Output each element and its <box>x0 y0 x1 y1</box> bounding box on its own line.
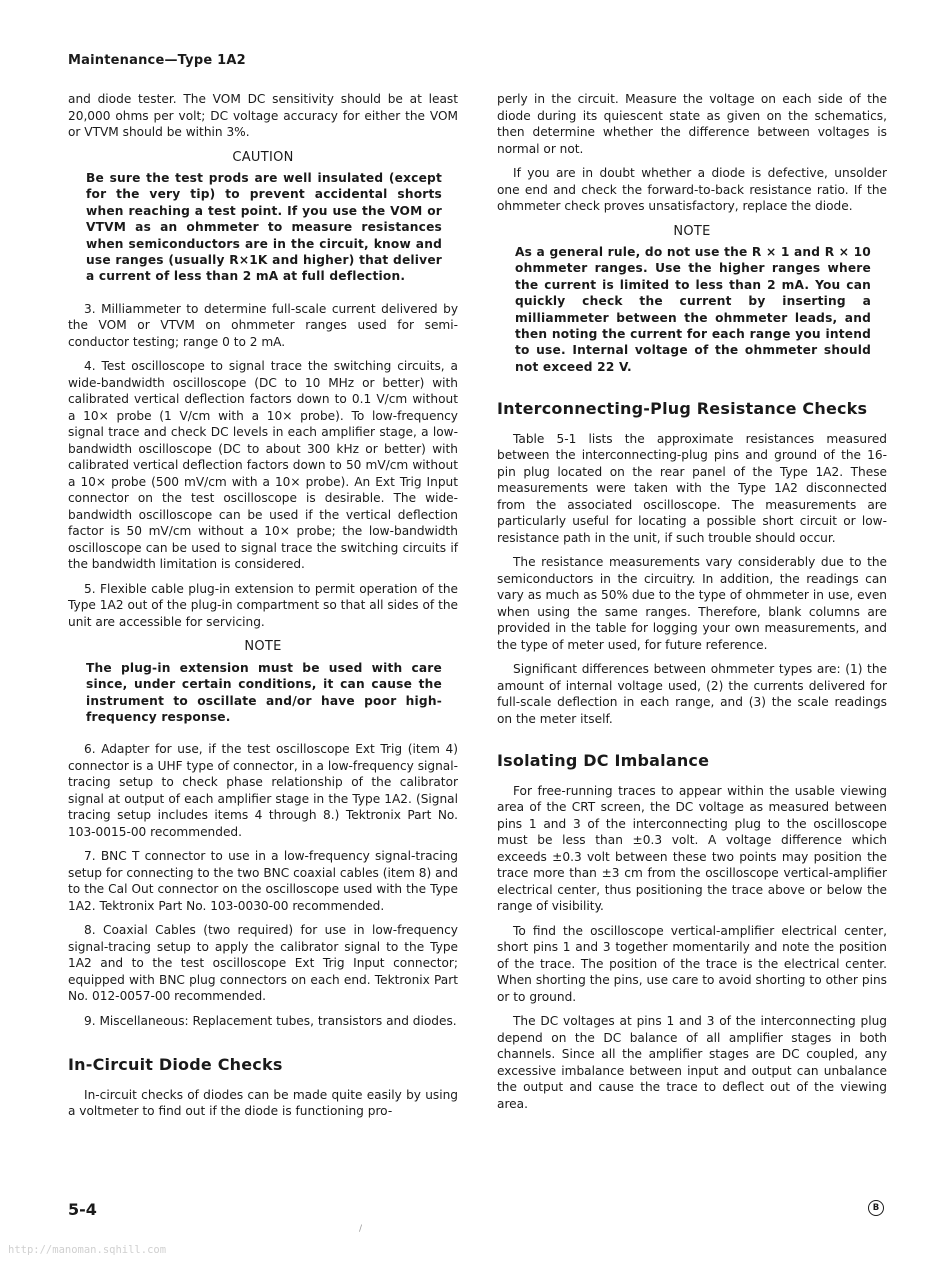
section-heading-dc-imbalance: Isolating DC Imbalance <box>497 751 710 771</box>
paragraph: The DC voltages at pins 1 and 3 of the interconnecting plug depend on the DC balance of all amplifier stages in both channels. Since all the amplifier stages are DC coupled, any excessive imbalance between input and output can unbalance the output and cause the trace to deflect out of the viewing area. <box>497 1014 887 1111</box>
caution-text: Be sure the test prods are well insulated (except for the very tip) to prevent accidental shorts when reaching a test point. If you use the VOM or VTVM as an ohmmeter to measure resistances when semiconductors are in the circuit, know and use ranges (usually R×1K and higher) that deliver a current of less than 2 mA at full deflection. <box>86 171 442 284</box>
list-item-4: 4. Test oscilloscope to signal trace the switching circuits, a wide-bandwidth oscilloscope (DC to 10 MHz or better) with calibrated vertical deflection factors down to 0.1 V/cm without a 10× probe (1 V/cm with a 10× probe). To low-frequency signal trace and check DC levels in each amplifier stage, a low-bandwidth oscilloscope (DC to about 300 kHz or better) with calibrated vertical deflection factors down to 50 mV/cm without a 10× probe (500 mV/cm with a 10× probe). An Ext Trig Input connector on the test oscilloscope is desirable. The wide-bandwidth oscilloscope can be used if the vertical deflection factor is 50 mV/cm without a 10× probe; the low-bandwidth oscilloscope can be used to signal trace the switching circuits if the bandwidth limitation is considered. <box>68 359 458 572</box>
note-text: The plug-in extension must be used with care since, under certain conditions, it can cause the instrument to oscillate and/or have poor high-frequency response. <box>86 660 442 725</box>
stray-mark: / <box>359 1224 363 1234</box>
paragraph: To find the oscilloscope vertical-amplifier electrical center, short pins 1 and 3 together momentarily and note the position of the trace. The position of the trace is the electrical center. When shorting the pins, use care to avoid shorting to other pins or to ground. <box>497 923 887 1004</box>
paragraph: If you are in doubt whether a diode is defective, unsolder one end and check the forward-to-back resistance ratio. If the ohmmeter check proves unsatisfactory, replace the diode. <box>497 166 887 213</box>
list-item-5: 5. Flexible cable plug-in extension to permit operation of the Type 1A2 out of the plug-in compartment so that all sides of the unit are accessible for servicing. <box>68 581 458 629</box>
revision-mark-icon: B <box>868 1200 884 1216</box>
note-title: NOTE <box>244 639 282 655</box>
right-column <box>497 91 887 1120</box>
left-column <box>68 91 458 1128</box>
list-item-3: 3. Milliammeter to determine full-scale current delivered by the VOM or VTVM on ohmmeter ranges used for semi-conductor testing; range 0 to 2 mA. <box>68 301 458 349</box>
note-text: As a general rule, do not use the R × 1 and R × 10 ohmmeter ranges. Use the higher ranges where the current is limited to less than 2 mA. You can quickly check the current by inserting a milliammeter between the ohmmeter leads, and then noting the current for each range you intend to use. Internal voltage of the ohmmeter should not exceed 22 V. <box>515 245 871 374</box>
paragraph: Table 5-1 lists the approximate resistances measured between the interconnecting-plug pins and ground of the 16-pin plug located on the rear panel of the Type 1A2. These measurements were taken with the Type 1A2 disconnected from the associated oscilloscope. The measurements are particularly useful for locating a possible short circuit or low-resistance path in the unit, if such trouble should occur. <box>497 431 887 545</box>
paragraph: In-circuit checks of diodes can be made quite easily by using a voltmeter to find out if the diode is functioning pro- <box>68 1087 458 1119</box>
paragraph: and diode tester. The VOM DC sensitivity should be at least 20,000 ohms per volt; DC voltage accuracy for either the VOM or VTVM should be within 3%. <box>68 92 458 139</box>
page-number: 5-4 <box>68 1200 97 1219</box>
note-title: NOTE <box>673 223 711 239</box>
paragraph: Significant differences between ohmmeter types are: (1) the amount of internal voltage used, (2) the currents delivered for full-scale deflection in each range, and (3) the scale readings on the meter itself. <box>497 662 887 726</box>
list-item-9: 9. Miscellaneous: Replacement tubes, transistors and diodes. <box>84 1013 457 1028</box>
paragraph: The resistance measurements vary considerably due to the semiconductors in the circuitry. In addition, the readings can vary as much as 50% due to the type of ohmmeter in use, even when using the same ranges. Therefore, blank columns are provided in the table for logging your own measurements, and the type of meter used, for future reference. <box>497 555 887 652</box>
paragraph: For free-running traces to appear within the usable viewing area of the CRT screen, the DC voltage as measured between pins 1 and 3 of the interconnecting plug to the oscilloscope must be less than ±0.3 volt. A voltage difference which exceeds ±0.3 volt between these two points may position the trace more than ±3 cm from the oscilloscope vertical-amplifier electrical center, thus positioning the trace above or below the range of visibility. <box>497 783 887 914</box>
caution-title: CAUTION <box>232 149 294 165</box>
page-header: Maintenance—Type 1A2 <box>68 53 246 68</box>
section-heading-diode-checks: In-Circuit Diode Checks <box>68 1055 283 1075</box>
paragraph: perly in the circuit. Measure the voltage on each side of the diode during its quiescent state as given on the schematics, then determine whether the difference between voltages is normal or not. <box>497 92 887 156</box>
list-item-7: 7. BNC T connector to use in a low-frequency signal-tracing setup for connecting to the two BNC coaxial cables (item 8) and to the Cal Out connector on the oscilloscope used with the Type 1A2. Tektronix Part No. 103-0030-00 recommended. <box>68 849 458 913</box>
watermark: http://manoman.sqhill.com <box>8 1244 167 1256</box>
list-item-8: 8. Coaxial Cables (two required) for use in low-frequency signal-tracing setup to apply the calibrator signal to the Type 1A2 and to the test oscilloscope Ext Trig Input connector; equipped with BNC plug connectors on each end. Tektronix Part No. 012-0057-00 recommended. <box>68 923 458 1004</box>
section-heading-plug-resistance: Interconnecting-Plug Resistance Checks <box>497 399 868 419</box>
list-item-6: 6. Adapter for use, if the test oscilloscope Ext Trig (item 4) connector is a UHF type of connector, in a low-frequency signal-tracing setup to check phase relationship of the calibrator signal at output of each amplifier stage in the Type 1A2. (Signal tracing setup includes items 4 through 8.) Tektronix Part No. 103-0015-00 recommended. <box>68 742 458 839</box>
